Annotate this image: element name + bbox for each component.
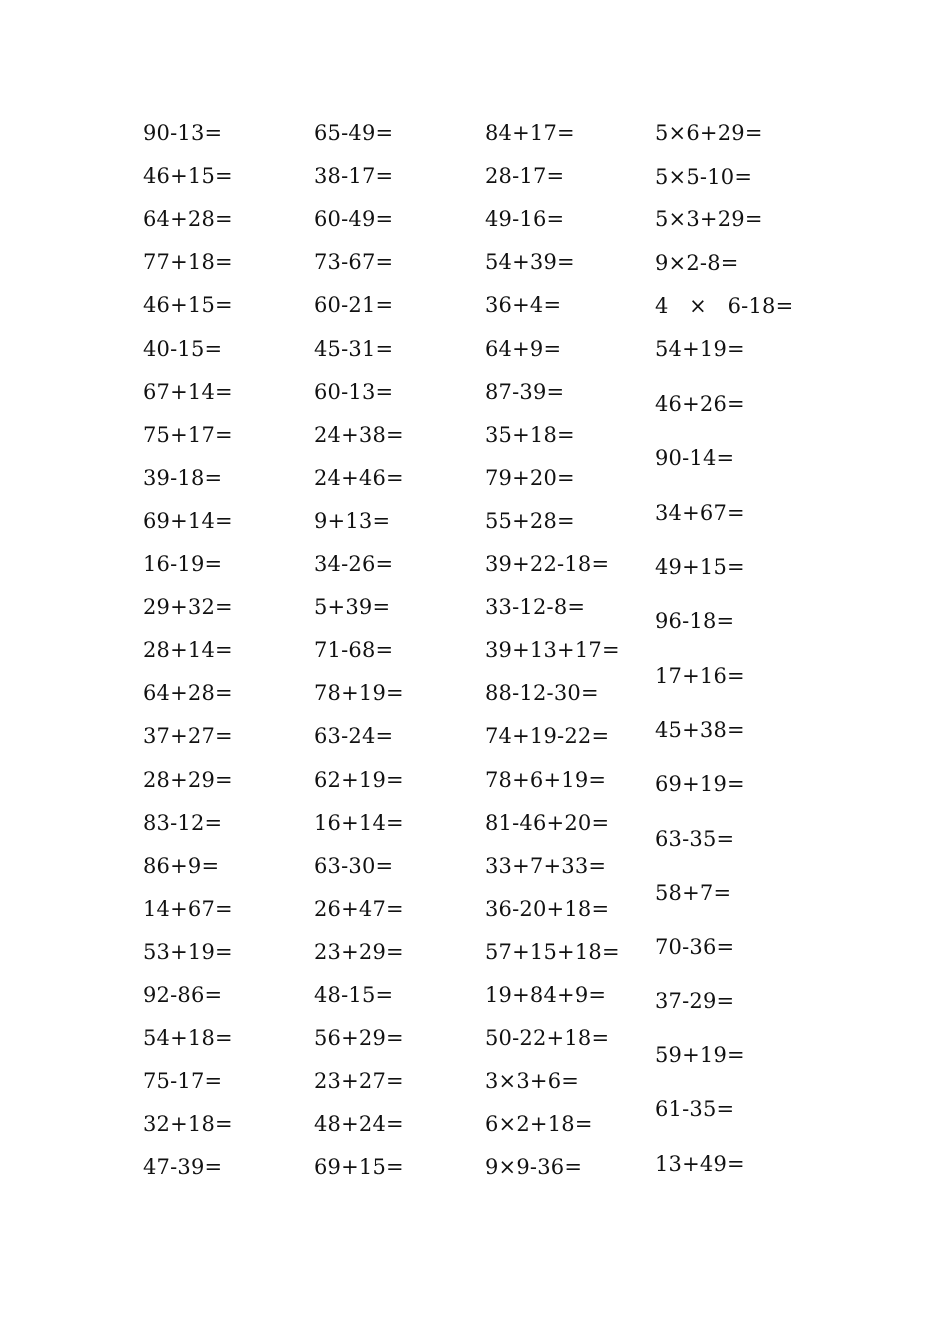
math-problem: 64+28= [143,207,233,232]
math-problem: 63-30= [314,853,394,878]
math-problem: 63-35= [655,827,735,851]
math-problem: 26+47= [314,896,404,921]
math-problem: 13+49= [655,1152,745,1176]
math-problem: 78+6+19= [485,767,607,792]
math-problem: 75+17= [143,422,233,447]
math-problem: 75-17= [143,1069,223,1094]
math-problem: 28-17= [485,164,565,189]
math-problem: 39+22-18= [485,552,610,576]
math-problem: 14+67= [143,896,233,921]
math-problem: 34-26= [314,552,394,576]
math-problem: 78+19= [314,681,404,706]
math-problem: 73-67= [314,250,394,275]
math-problem: 54+19= [655,337,745,361]
math-problem: 50-22+18= [485,1026,610,1051]
math-problem: 60-13= [314,379,394,404]
math-problem: 9+13= [314,508,391,533]
math-problem: 69+15= [314,1155,404,1180]
math-problem: 33+7+33= [485,853,607,878]
math-problem: 28+14= [143,638,233,663]
math-problem: 45-31= [314,336,394,361]
math-problem: 65-49= [314,121,394,145]
math-problem: 6×2+18= [485,1112,593,1137]
math-problem: 5×6+29= [655,121,763,145]
math-problem: 46+15= [143,164,233,189]
math-problem: 92-86= [143,983,223,1007]
math-problem: 59+19= [655,1043,745,1067]
math-problem: 28+29= [143,767,233,792]
math-problem: 9×2-8= [655,251,739,275]
math-problem: 87-39= [485,379,565,404]
math-problem: 90-13= [143,121,223,145]
math-problem: 57+15+18= [485,939,620,964]
math-problem: 69+14= [143,508,233,533]
math-problem: 71-68= [314,638,394,663]
math-problem: 60-21= [314,293,394,318]
math-problem: 96-18= [655,609,735,633]
math-problem: 63-24= [314,724,394,749]
math-problem: 81-46+20= [485,810,610,835]
math-problem: 38-17= [314,164,394,189]
math-problem: 58+7= [655,881,732,905]
math-problem: 36-20+18= [485,896,610,921]
math-problem: 33-12-8= [485,595,586,620]
math-problem: 17+16= [655,664,745,688]
math-problem: 79+20= [485,465,575,490]
math-problem: 39-18= [143,465,223,490]
math-problem: 77+18= [143,250,233,275]
math-problem: 47-39= [143,1155,223,1180]
math-problem: 19+84+9= [485,983,607,1007]
math-problem: 3×3+6= [485,1069,580,1094]
problem-column-2 [314,0,484,1344]
problem-column-1 [143,0,313,1344]
math-problem: 16+14= [314,810,404,835]
math-problem: 48-15= [314,983,394,1007]
math-problem: 45+38= [655,718,745,742]
math-problem: 53+19= [143,939,233,964]
math-problem: 64+9= [485,336,562,361]
problem-column-4 [655,0,825,1344]
math-problem: 24+46= [314,465,404,490]
math-problem: 49+15= [655,555,745,579]
math-problem: 49-16= [485,207,565,232]
math-problem: 5×3+29= [655,207,763,231]
math-problem: 23+29= [314,939,404,964]
math-problem: 67+14= [143,379,233,404]
math-problem: 69+19= [655,772,745,796]
math-problem: 16-19= [143,552,223,576]
math-problem: 34+67= [655,501,745,525]
math-problem: 55+28= [485,508,575,533]
math-problem: 46+15= [143,293,233,318]
math-problem: 88-12-30= [485,681,599,706]
math-problem: 29+32= [143,595,233,620]
math-problem: 83-12= [143,810,223,835]
math-problem: 74+19-22= [485,724,610,749]
math-problem: 36+4= [485,293,562,318]
math-problem: 61-35= [655,1097,735,1121]
math-problem: 60-49= [314,207,394,232]
math-problem: 86+9= [143,853,220,878]
math-problem: 37+27= [143,724,233,749]
math-problem: 35+18= [485,422,575,447]
math-problem: 23+27= [314,1069,404,1094]
math-problem: 9×9-36= [485,1155,583,1180]
math-problem: 56+29= [314,1026,404,1051]
math-problem: 37-29= [655,989,735,1013]
math-problem: 70-36= [655,935,735,959]
math-problem: 84+17= [485,121,575,145]
math-problem: 40-15= [143,336,223,361]
problem-column-3 [485,0,655,1344]
math-problem: 46+26= [655,392,745,416]
math-problem: 64+28= [143,681,233,706]
math-problem: 5+39= [314,595,391,620]
math-problem: 62+19= [314,767,404,792]
math-problem: 24+38= [314,422,404,447]
math-problem: 39+13+17= [485,638,620,663]
math-problem: 32+18= [143,1112,233,1137]
math-problem: 54+18= [143,1026,233,1051]
math-problem: 48+24= [314,1112,404,1137]
math-problem: 5×5-10= [655,165,753,189]
math-problem: 90-14= [655,446,735,470]
math-problem: 54+39= [485,250,575,275]
math-problem: 4 × 6-18= [655,294,794,318]
